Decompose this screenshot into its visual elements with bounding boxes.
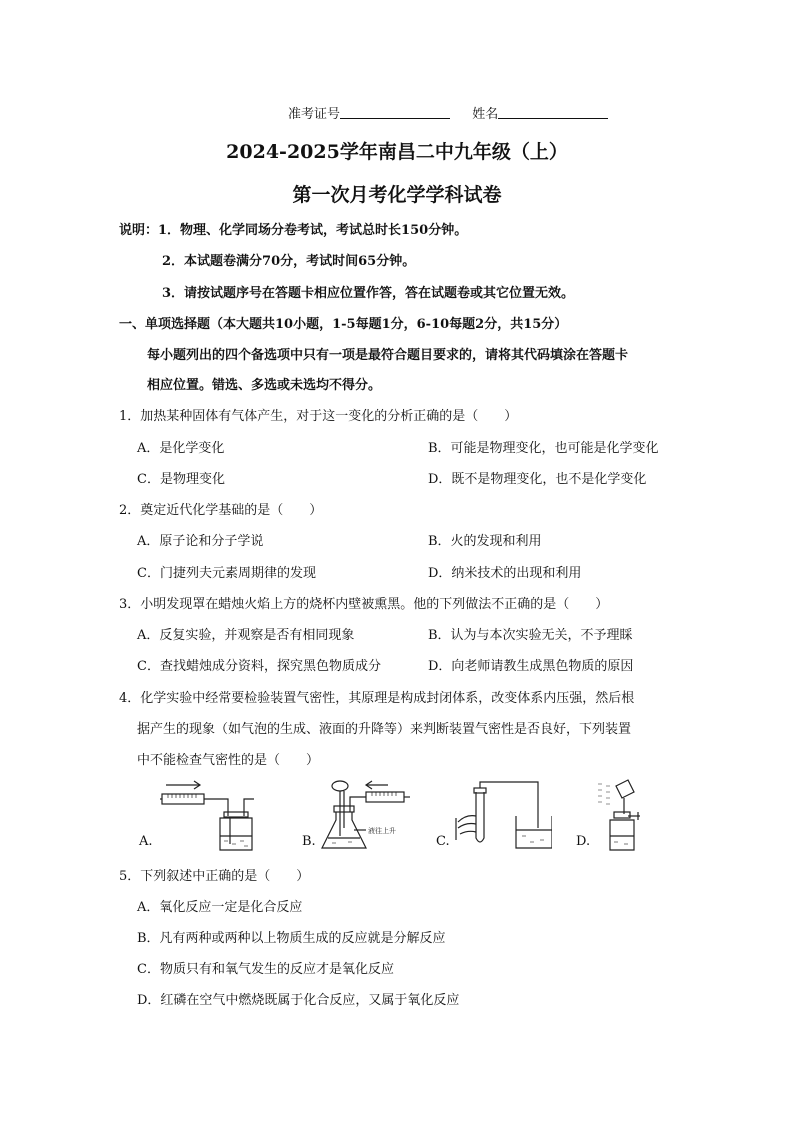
figure-a-syringe-bottle-apparatus bbox=[160, 778, 260, 852]
name-field[interactable] bbox=[498, 105, 608, 119]
exam-title-line1: 2024-2025学年南昌二中九年级（上） bbox=[226, 141, 568, 163]
question-2-option-d[interactable]: D．纳米技术的出现和利用 bbox=[428, 566, 582, 581]
figure-b-flask-funnel-apparatus bbox=[318, 778, 418, 852]
exam-title-line2: 第一次月考化学学科试卷 bbox=[292, 184, 502, 206]
question-2-option-a[interactable]: A．原子论和分子学说 bbox=[137, 534, 264, 549]
question-5-option-c[interactable]: C．物质只有和氧气发生的反应才是氧化反应 bbox=[137, 962, 394, 977]
figure-d-pouring-bottle-apparatus bbox=[594, 778, 654, 852]
question-1-option-b[interactable]: B．可能是物理变化，也可能是化学变化 bbox=[428, 441, 659, 456]
question-1-stem: 1．加热某种固体有气体产生，对于这一变化的分析正确的是（ ） bbox=[119, 409, 518, 424]
question-3-option-b[interactable]: B．认为与本次实验无关，不予理睬 bbox=[428, 628, 633, 643]
question-2-stem: 2．奠定近代化学基础的是（ ） bbox=[119, 503, 323, 518]
question-5-option-a[interactable]: A．氧化反应一定是化合反应 bbox=[137, 900, 303, 915]
figure-d-label[interactable]: D. bbox=[576, 834, 591, 849]
candidate-info-line bbox=[288, 103, 608, 122]
figure-c-hand-test-tube-apparatus bbox=[452, 778, 552, 852]
figure-c-label[interactable]: C. bbox=[436, 834, 450, 849]
figure-b-note: 液往上升 bbox=[368, 827, 396, 835]
question-5-option-d[interactable]: D．红磷在空气中燃烧既属于化合反应，又属于氧化反应 bbox=[137, 993, 460, 1008]
exam-id-field[interactable] bbox=[340, 105, 450, 119]
name-label: 姓名 bbox=[472, 107, 499, 122]
question-1-option-c[interactable]: C．是物理变化 bbox=[137, 472, 225, 487]
question-1-option-d[interactable]: D．既不是物理变化，也不是化学变化 bbox=[428, 472, 647, 487]
section-desc-line1: 每小题列出的四个备选项中只有一项是最符合题目要求的，请将其代码填涂在答题卡 bbox=[147, 348, 629, 363]
question-4-stem-line3: 中不能检查气密性的是（ ） bbox=[137, 753, 320, 768]
question-4-stem-line1: 4．化学实验中经常要检验装置气密性，其原理是构成封闭体系，改变体系内压强，然后根 bbox=[119, 691, 635, 706]
question-2-option-b[interactable]: B．火的发现和利用 bbox=[428, 534, 542, 549]
instructions-lead: 说明： bbox=[119, 223, 159, 238]
question-5-option-b[interactable]: B．凡有两种或两种以上物质生成的反应就是分解反应 bbox=[137, 931, 446, 946]
section-desc-line2: 相应位置。错选、多选或未选均不得分。 bbox=[147, 378, 382, 393]
question-4-stem-line2: 据产生的现象（如气泡的生成、液面的升降等）来判断装置气密性是否良好，下列装置 bbox=[137, 722, 632, 737]
question-3-stem: 3．小明发现罩在蜡烛火焰上方的烧杯内壁被熏黑。他的下列做法不正确的是（ ） bbox=[119, 597, 609, 612]
question-3-option-c[interactable]: C．查找蜡烛成分资料，探究黑色物质成分 bbox=[137, 659, 381, 674]
question-3-option-a[interactable]: A．反复实验，并观察是否有相同现象 bbox=[137, 628, 355, 643]
question-3-option-d[interactable]: D．向老师请教生成黑色物质的原因 bbox=[428, 659, 634, 674]
instruction-item-3: 3．请按试题序号在答题卡相应位置作答，答在试题卷或其它位置无效。 bbox=[162, 286, 575, 301]
instructions-line1 bbox=[119, 219, 467, 238]
instruction-item-2: 2．本试题卷满分70分，考试时间65分钟。 bbox=[162, 254, 416, 269]
question-2-option-c[interactable]: C．门捷列夫元素周期律的发现 bbox=[137, 566, 316, 581]
figure-a-label[interactable]: A. bbox=[139, 834, 153, 849]
question-5-stem: 5．下列叙述中正确的是（ ） bbox=[119, 869, 310, 884]
question-1-option-a[interactable]: A．是化学变化 bbox=[137, 441, 225, 456]
instruction-item-1: 1．物理、化学同场分卷考试，考试总时长150分钟。 bbox=[158, 223, 468, 238]
exam-id-label: 准考证号 bbox=[288, 107, 341, 122]
section-heading: 一、单项选择题（本大题共10小题，1-5每题1分，6-10每题2分，共15分） bbox=[119, 317, 568, 332]
figure-b-label[interactable]: B. bbox=[302, 834, 316, 849]
